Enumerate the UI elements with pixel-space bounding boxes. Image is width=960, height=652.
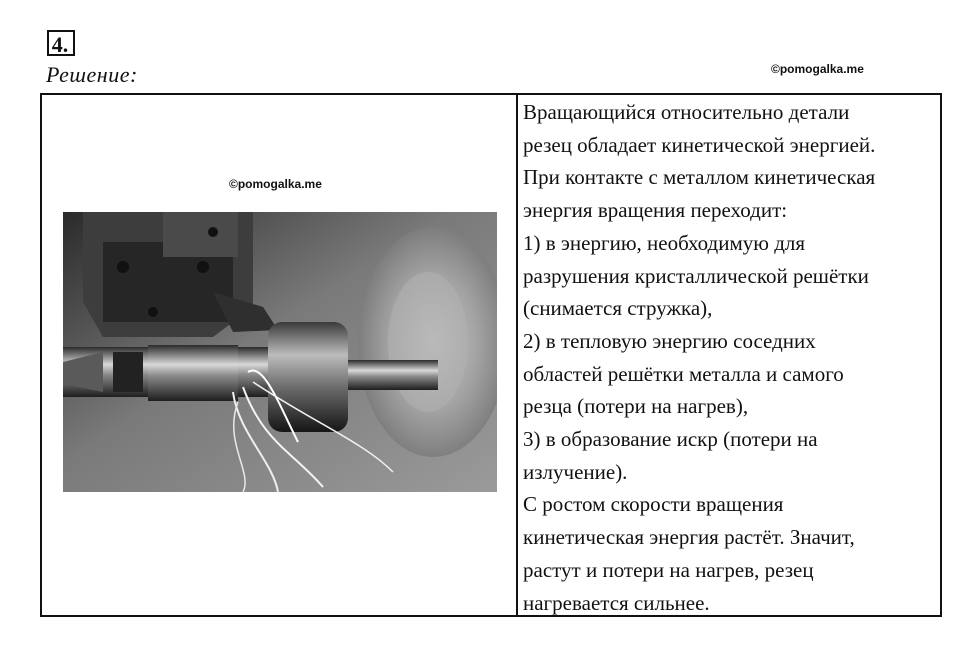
answer-line: Вращающийся относительно детали: [523, 100, 850, 124]
answer-line: нагревается сильнее.: [523, 590, 710, 615]
answer-line: областей решётки металла и самого: [523, 361, 844, 386]
lathe-photo-illustration: [63, 212, 497, 492]
answer-line: резец обладает кинетической энергией.: [523, 132, 876, 157]
answer-line: 1) в энергию, необходимую для: [523, 230, 806, 255]
answer-line: (снимается стружка),: [523, 296, 713, 321]
solution-label: Решение:: [46, 62, 138, 87]
answer-line: кинетическая энергия растёт. Значит,: [523, 525, 855, 550]
answer-line: растут и потери на нагрев, резец: [523, 557, 814, 582]
task-number: 4.: [47, 30, 75, 56]
answer-line: При контакте с металлом кинетическая: [523, 165, 876, 190]
answer-line: разрушения кристаллической решётки: [523, 263, 869, 288]
answer-line: излучение).: [523, 459, 628, 484]
answer-text: [523, 96, 933, 619]
answer-line: 3) в образование искр (потери на: [523, 427, 818, 452]
answer-line: резца (потери на нагрев),: [523, 394, 749, 419]
watermark-figure: ©pomogalka.me: [229, 177, 322, 191]
table-divider: [516, 95, 518, 615]
answer-line: С ростом скорости вращения: [523, 492, 784, 517]
answer-line: 2) в тепловую энергию соседних: [523, 328, 816, 353]
watermark-top: ©pomogalka.me: [771, 62, 864, 76]
lathe-cutting-photo: [63, 212, 497, 492]
answer-line: энергия вращения переходит:: [523, 198, 788, 223]
